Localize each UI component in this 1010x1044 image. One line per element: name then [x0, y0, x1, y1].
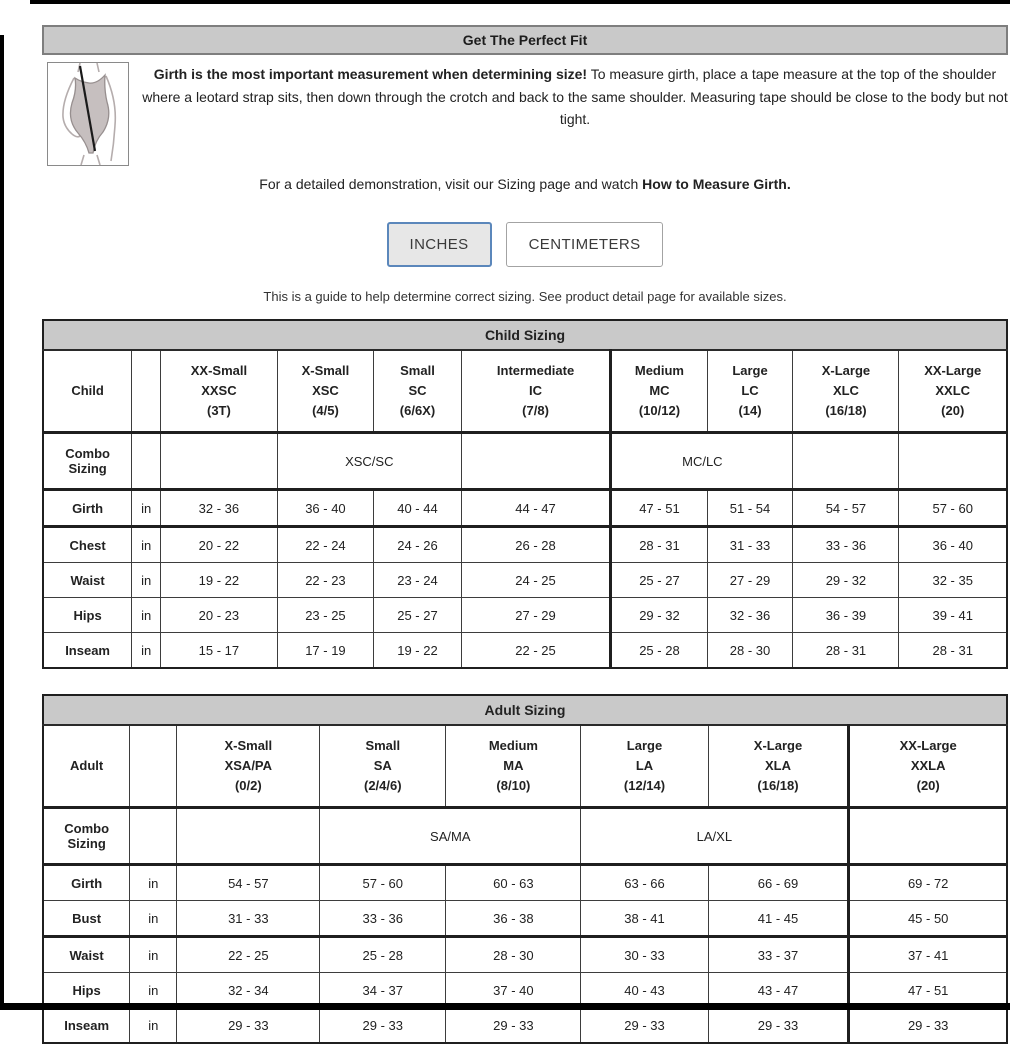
unit-cell: in [132, 633, 161, 669]
screenshot-bottom-border [0, 1003, 1010, 1010]
size-value: 22 - 24 [277, 527, 373, 563]
column-header: Medium MA (8/10) [446, 725, 581, 808]
size-value: 28 - 30 [707, 633, 793, 669]
size-value: 41 - 45 [708, 901, 849, 937]
child-combo-row [43, 433, 1007, 490]
column-header: Intermediate IC (7/8) [461, 350, 610, 433]
column-header: Large LC (14) [707, 350, 793, 433]
size-value: 38 - 41 [581, 901, 708, 937]
size-value: 29 - 32 [793, 563, 899, 598]
row-label: Hips [43, 598, 132, 633]
adult-sizing-table [42, 694, 1008, 1044]
row-header: Adult [43, 725, 130, 808]
size-value: 23 - 25 [277, 598, 373, 633]
size-value: 45 - 50 [849, 901, 1007, 937]
size-value: 25 - 27 [611, 563, 707, 598]
adult-header-row [43, 725, 1007, 808]
size-value: 24 - 25 [461, 563, 610, 598]
column-header: Small SC (6/6X) [374, 350, 462, 433]
page-title: Get The Perfect Fit [42, 25, 1008, 55]
size-value: 29 - 33 [849, 1008, 1007, 1044]
size-value: 54 - 57 [177, 865, 320, 901]
page-content [42, 0, 1008, 1044]
size-value: 33 - 36 [793, 527, 899, 563]
table-row [43, 633, 1007, 669]
empty-cell [161, 433, 278, 490]
column-header: X-Small XSC (4/5) [277, 350, 373, 433]
table-row [43, 490, 1007, 527]
size-value: 36 - 38 [446, 901, 581, 937]
size-value: 24 - 26 [374, 527, 462, 563]
size-value: 19 - 22 [161, 563, 278, 598]
combo-label: Combo Sizing [43, 433, 132, 490]
row-label: Bust [43, 901, 130, 937]
combo-value: LA/XL [581, 808, 849, 865]
combo-value: XSC/SC [277, 433, 461, 490]
table-row [43, 563, 1007, 598]
row-label: Inseam [43, 633, 132, 669]
size-value: 33 - 36 [320, 901, 446, 937]
size-value: 66 - 69 [708, 865, 849, 901]
size-value: 54 - 57 [793, 490, 899, 527]
size-value: 40 - 44 [374, 490, 462, 527]
leotard-figure-icon [48, 63, 128, 165]
column-header: X-Small XSA/PA (0/2) [177, 725, 320, 808]
size-value: 57 - 60 [899, 490, 1007, 527]
adult-table-title: Adult Sizing [43, 695, 1007, 725]
child-table-title: Child Sizing [43, 320, 1007, 350]
row-label: Inseam [43, 1008, 130, 1044]
size-value: 40 - 43 [581, 973, 708, 1008]
size-value: 17 - 19 [277, 633, 373, 669]
child-sizing-table [42, 319, 1008, 669]
empty-cell [132, 433, 161, 490]
table-row [43, 527, 1007, 563]
empty-cell [130, 808, 177, 865]
combo-label: Combo Sizing [43, 808, 130, 865]
inches-button[interactable]: INCHES [387, 222, 492, 267]
size-value: 22 - 25 [177, 937, 320, 973]
column-header: Large LA (12/14) [581, 725, 708, 808]
table-row [43, 865, 1007, 901]
size-value: 32 - 35 [899, 563, 1007, 598]
unit-cell: in [130, 901, 177, 937]
size-value: 29 - 33 [177, 1008, 320, 1044]
column-header: Medium MC (10/12) [611, 350, 707, 433]
row-label: Girth [43, 865, 130, 901]
combo-value: MC/LC [611, 433, 793, 490]
size-value: 15 - 17 [161, 633, 278, 669]
size-value: 30 - 33 [581, 937, 708, 973]
combo-value: SA/MA [320, 808, 581, 865]
size-value: 60 - 63 [446, 865, 581, 901]
unit-cell: in [130, 937, 177, 973]
row-label: Chest [43, 527, 132, 563]
size-value: 26 - 28 [461, 527, 610, 563]
size-value: 19 - 22 [374, 633, 462, 669]
size-value: 47 - 51 [611, 490, 707, 527]
screenshot-left-border [0, 35, 4, 1010]
size-value: 28 - 31 [793, 633, 899, 669]
size-value: 20 - 23 [161, 598, 278, 633]
unit-toggle [42, 222, 1008, 267]
sizing-note: This is a guide to help determine correct sizing. See product detail page for available sizes. [263, 289, 787, 304]
size-value: 29 - 33 [708, 1008, 849, 1044]
girth-instructions-bold: Girth is the most important measurement when determining size! [153, 66, 588, 82]
size-value: 37 - 41 [849, 937, 1007, 973]
size-value: 57 - 60 [320, 865, 446, 901]
size-value: 32 - 36 [161, 490, 278, 527]
unit-cell: in [130, 865, 177, 901]
size-value: 36 - 40 [899, 527, 1007, 563]
row-label: Hips [43, 973, 130, 1008]
row-header: Child [43, 350, 132, 433]
size-value: 29 - 32 [611, 598, 707, 633]
unit-header-cell [130, 725, 177, 808]
row-label: Waist [43, 563, 132, 598]
girth-instructions-rest: To measure girth, place a tape measure at the top of the shoulder where a leotard strap sits, then down through the crotch and back to the same shoulder. Measuring tape should be close to the body but not tight. [142, 66, 1008, 128]
size-value: 37 - 40 [446, 973, 581, 1008]
size-value: 28 - 30 [446, 937, 581, 973]
column-header: XX-Small XXSC (3T) [161, 350, 278, 433]
column-header: XX-Large XXLC (20) [899, 350, 1007, 433]
size-value: 23 - 24 [374, 563, 462, 598]
unit-cell: in [130, 1008, 177, 1044]
size-value: 33 - 37 [708, 937, 849, 973]
intro-section [42, 62, 1008, 162]
size-value: 63 - 66 [581, 865, 708, 901]
size-value: 36 - 40 [277, 490, 373, 527]
table-row [43, 598, 1007, 633]
size-value: 32 - 34 [177, 973, 320, 1008]
size-value: 34 - 37 [320, 973, 446, 1008]
size-value: 32 - 36 [707, 598, 793, 633]
girth-instructions [142, 62, 1008, 131]
row-label: Girth [43, 490, 132, 527]
column-header: XX-Large XXLA (20) [849, 725, 1007, 808]
table-row [43, 937, 1007, 973]
demo-text: For a detailed demonstration, visit our Sizing page and watch [259, 176, 643, 192]
empty-cell [793, 433, 899, 490]
column-header: X-Large XLC (16/18) [793, 350, 899, 433]
table-row [43, 901, 1007, 937]
size-value: 39 - 41 [899, 598, 1007, 633]
size-value: 25 - 28 [611, 633, 707, 669]
size-value: 25 - 28 [320, 937, 446, 973]
unit-cell: in [132, 598, 161, 633]
empty-cell [461, 433, 610, 490]
size-value: 51 - 54 [707, 490, 793, 527]
size-value: 27 - 29 [707, 563, 793, 598]
size-value: 29 - 33 [446, 1008, 581, 1044]
size-value: 36 - 39 [793, 598, 899, 633]
column-header: X-Large XLA (16/18) [708, 725, 849, 808]
size-value: 47 - 51 [849, 973, 1007, 1008]
size-value: 27 - 29 [461, 598, 610, 633]
size-value: 25 - 27 [374, 598, 462, 633]
size-value: 43 - 47 [708, 973, 849, 1008]
column-header: Small SA (2/4/6) [320, 725, 446, 808]
size-value: 28 - 31 [899, 633, 1007, 669]
size-value: 22 - 25 [461, 633, 610, 669]
size-value: 29 - 33 [581, 1008, 708, 1044]
demo-sentence [42, 176, 1008, 192]
row-label: Waist [43, 937, 130, 973]
size-value: 29 - 33 [320, 1008, 446, 1044]
unit-cell: in [132, 490, 161, 527]
unit-header-cell [132, 350, 161, 433]
size-value: 44 - 47 [461, 490, 610, 527]
unit-cell: in [130, 973, 177, 1008]
unit-cell: in [132, 563, 161, 598]
size-value: 31 - 33 [707, 527, 793, 563]
child-header-row [43, 350, 1007, 433]
empty-cell [899, 433, 1007, 490]
size-value: 28 - 31 [611, 527, 707, 563]
demo-bold: How to Measure Girth. [642, 176, 791, 192]
size-value: 22 - 23 [277, 563, 373, 598]
empty-cell [177, 808, 320, 865]
centimeters-button[interactable]: CENTIMETERS [506, 222, 664, 267]
table-row [43, 1008, 1007, 1044]
adult-combo-row [43, 808, 1007, 865]
unit-cell: in [132, 527, 161, 563]
empty-cell [849, 808, 1007, 865]
size-value: 69 - 72 [849, 865, 1007, 901]
size-value: 31 - 33 [177, 901, 320, 937]
girth-measurement-diagram [47, 62, 129, 166]
size-value: 20 - 22 [161, 527, 278, 563]
